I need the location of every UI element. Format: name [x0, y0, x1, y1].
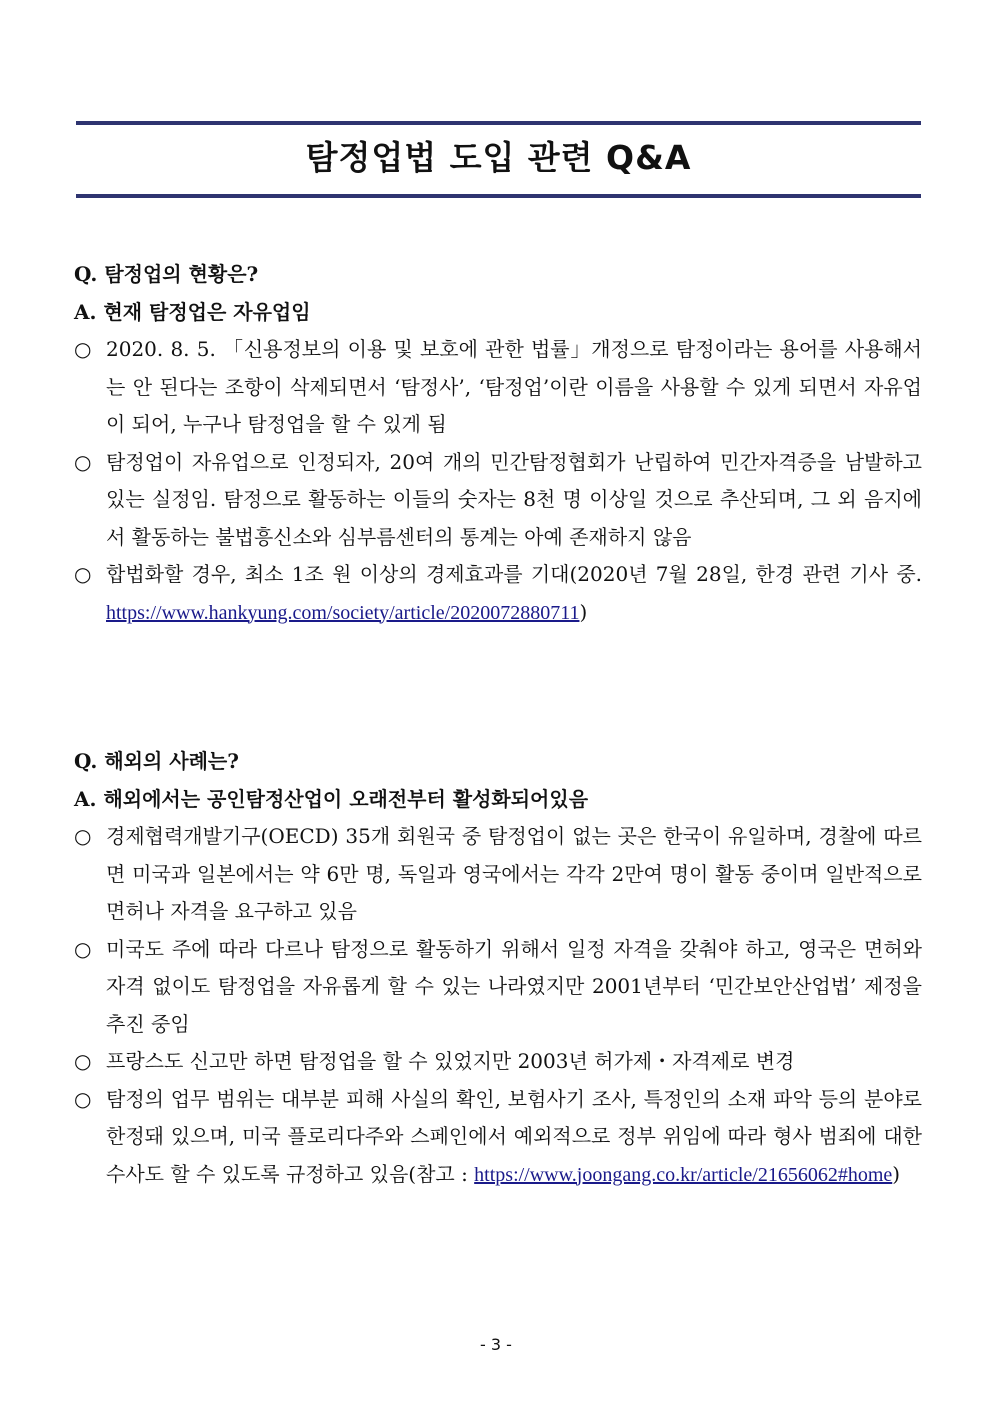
qa-section-status	[74, 256, 922, 632]
list-item	[74, 818, 922, 931]
list-item	[74, 931, 922, 1044]
bullet-circle-icon: ○	[74, 337, 92, 361]
bullet-circle-icon: ○	[74, 936, 92, 961]
list-item	[74, 556, 922, 632]
bullet-circle-icon: ○	[74, 1086, 92, 1111]
bullet-circle-icon: ○	[74, 824, 92, 848]
list-item	[74, 1081, 922, 1195]
list-item	[74, 331, 922, 444]
answer: A. 현재 탐정업은 자유업임	[74, 299, 311, 324]
article-link[interactable]: https://www.joongang.co.kr/article/21656062#home	[474, 1163, 893, 1186]
item-text: 합법화할 경우, 최소 1조 원 이상의 경제효과를 기대(2020년 7월 28일, 한경 관련 기사 중.	[106, 562, 922, 586]
answer: A. 해외에서는 공인탐정산업이 오래전부터 활성화되어있음	[74, 786, 589, 811]
item-text-with-link	[106, 1081, 922, 1195]
item-suffix: )	[579, 599, 588, 624]
list-item	[74, 444, 922, 557]
item-text: 탐정업이 자유업으로 인정되자, 20여 개의 민간탐정협회가 난립하여 민간자격증을 남발하고 있는 실정임. 탐정으로 활동하는 이들의 숫자는 8천 명 이상일 것으로 추산되며, 그 외 음지에서 활동하는 불법흥신소와 심부름센터의 통계는 아예 존재하지 않음	[106, 449, 922, 549]
article-link[interactable]: https://www.hankyung.com/society/article/2020072880711	[106, 601, 580, 624]
page-number: - 3 -	[480, 1335, 512, 1354]
qa-section-overseas	[74, 743, 922, 1194]
question: Q. 해외의 사례는?	[74, 749, 239, 773]
list-item	[74, 1043, 922, 1081]
item-text: 탐정의 업무 범위는 대부분 피해 사실의 확인, 보험사기 조사, 특정인의 소재 파악 등의 분야로 한정돼 있으며, 미국 플로리다주와 스페인에서 예외적으로 정부 위임에 따라 형사 범죄에 대한 수사도 할 수 있도록 규정하고 있음(참고 :	[106, 1086, 922, 1186]
bullet-circle-icon: ○	[74, 1049, 92, 1073]
title-bottom-rule	[76, 194, 921, 198]
question: Q. 탐정업의 현황은?	[74, 262, 259, 286]
item-text: 미국도 주에 따라 다르나 탐정으로 활동하기 위해서 일정 자격을 갖춰야 하고, 영국은 면허와 자격 없이도 탐정업을 자유롭게 할 수 있는 나라였지만 2001년부터 ‘민간보안산업법’ 제정을 추진 중임	[106, 936, 922, 1036]
bullet-circle-icon: ○	[74, 449, 92, 474]
item-text-with-link	[106, 556, 922, 632]
item-suffix: )	[892, 1161, 901, 1186]
item-text: 프랑스도 신고만 하면 탐정업을 할 수 있었지만 2003년 허가제・자격제로 변경	[106, 1049, 795, 1073]
item-text: 경제협력개발기구(OECD) 35개 회원국 중 탐정업이 없는 곳은 한국이 유일하며, 경찰에 따르면 미국과 일본에서는 약 6만 명, 독일과 영국에서는 각각 2만여 명이 활동 중이며 일반적으로 면허나 자격을 요구하고 있음	[106, 824, 922, 923]
title-top-rule	[76, 121, 921, 125]
item-text: 2020. 8. 5. 「신용정보의 이용 및 보호에 관한 법률」개정으로 탐정이라는 용어를 사용해서는 안 된다는 조항이 삭제되면서 ‘탐정사’, ‘탐정업’이란 이름을 사용할 수 있게 되면서 자유업이 되어, 누구나 탐정업을 할 수 있게 됨	[106, 337, 922, 436]
bullet-circle-icon: ○	[74, 562, 92, 586]
page-title: 탐정업법 도입 관련 Q&A	[305, 138, 692, 177]
